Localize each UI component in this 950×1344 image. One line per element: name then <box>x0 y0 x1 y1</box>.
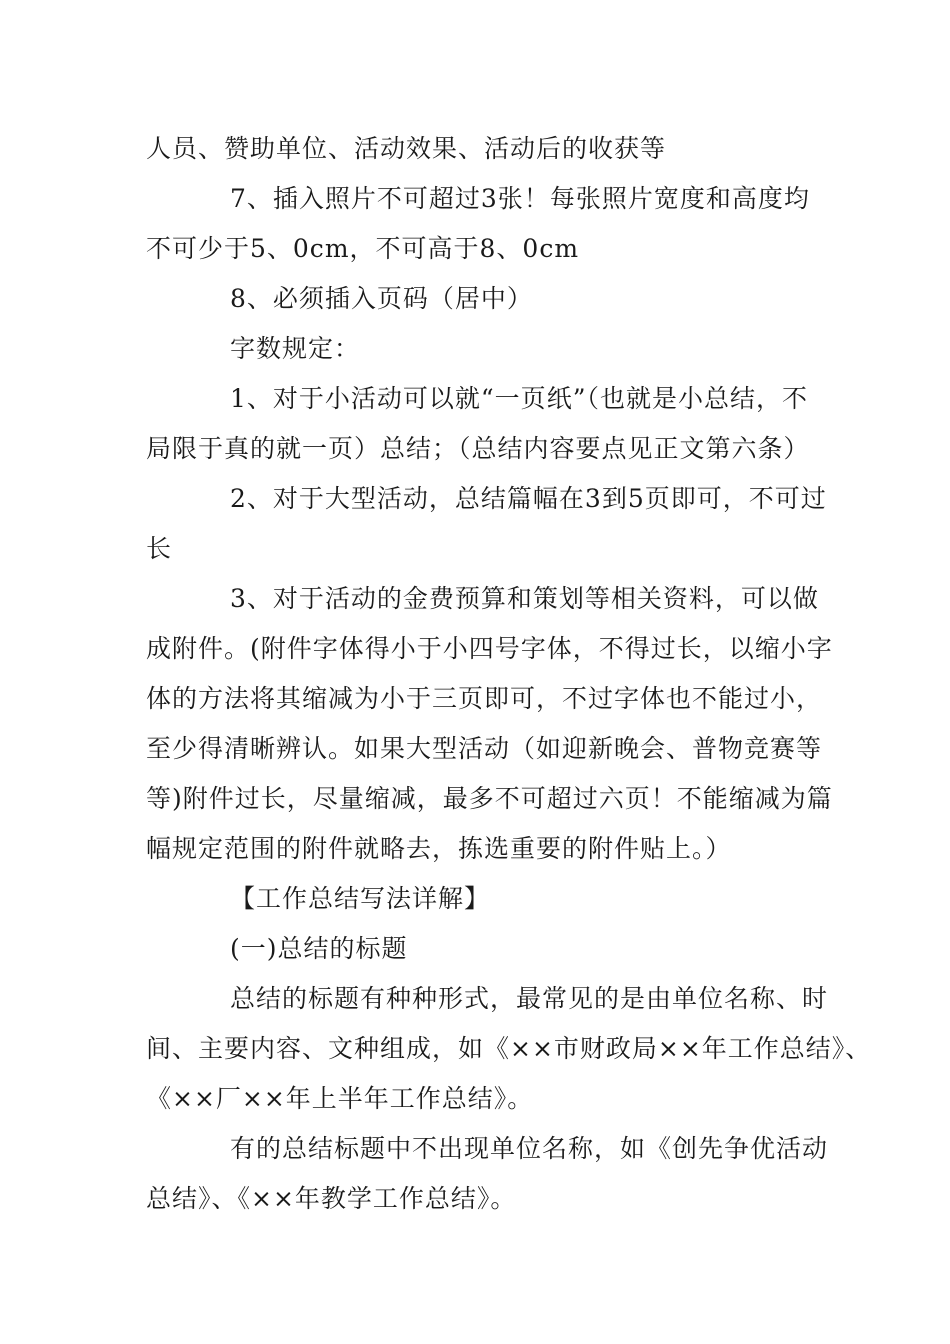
text-line: 幅规定范围的附件就略去，拣选重要的附件贴上。） <box>146 834 732 863</box>
text-line: 7、插入照片不可超过3张！每张照片宽度和高度均 <box>230 184 810 213</box>
text-line: 2、对于大型活动，总结篇幅在3到5页即可，不可过 <box>230 484 827 513</box>
text-line: 人员、赞助单位、活动效果、活动后的收获等 <box>146 134 667 163</box>
text-line: 8、必须插入页码（居中） <box>230 284 533 313</box>
subsection-heading: (一)总结的标题 <box>230 934 408 963</box>
text-line: 3、对于活动的金费预算和策划等相关资料，可以做 <box>230 584 819 613</box>
text-line: 1、对于小活动可以就“一页纸”（也就是小总结，不 <box>230 384 808 413</box>
text-line: 有的总结标题中不出现单位名称，如《创先争优活动 <box>230 1134 829 1163</box>
text-line: 局限于真的就一页）总结；（总结内容要点见正文第六条） <box>146 434 810 463</box>
text-line: 间、主要内容、文种组成，如《××市财政局××年工作总结》、 <box>146 1034 872 1063</box>
text-line: 《××厂××年上半年工作总结》。 <box>146 1084 534 1113</box>
text-line: 总结》、《××年教学工作总结》。 <box>146 1184 517 1213</box>
section-heading: 【工作总结写法详解】 <box>230 884 491 913</box>
text-line: 至少得清晰辨认。如果大型活动（如迎新晚会、普物竞赛等 <box>146 734 823 763</box>
text-line: 成附件。(附件字体得小于小四号字体，不得过长，以缩小字 <box>146 634 833 663</box>
text-line: 长 <box>146 534 173 563</box>
text-line: 等)附件过长，尽量缩减，最多不可超过六页！不能缩减为篇 <box>146 784 833 813</box>
text-line: 字数规定： <box>230 334 361 363</box>
text-line: 不可少于5、0cm，不可高于8、0cm <box>146 234 580 263</box>
text-line: 体的方法将其缩减为小于三页即可，不过字体也不能过小， <box>146 684 823 713</box>
text-line: 总结的标题有种种形式，最常见的是由单位名称、时 <box>230 984 829 1013</box>
